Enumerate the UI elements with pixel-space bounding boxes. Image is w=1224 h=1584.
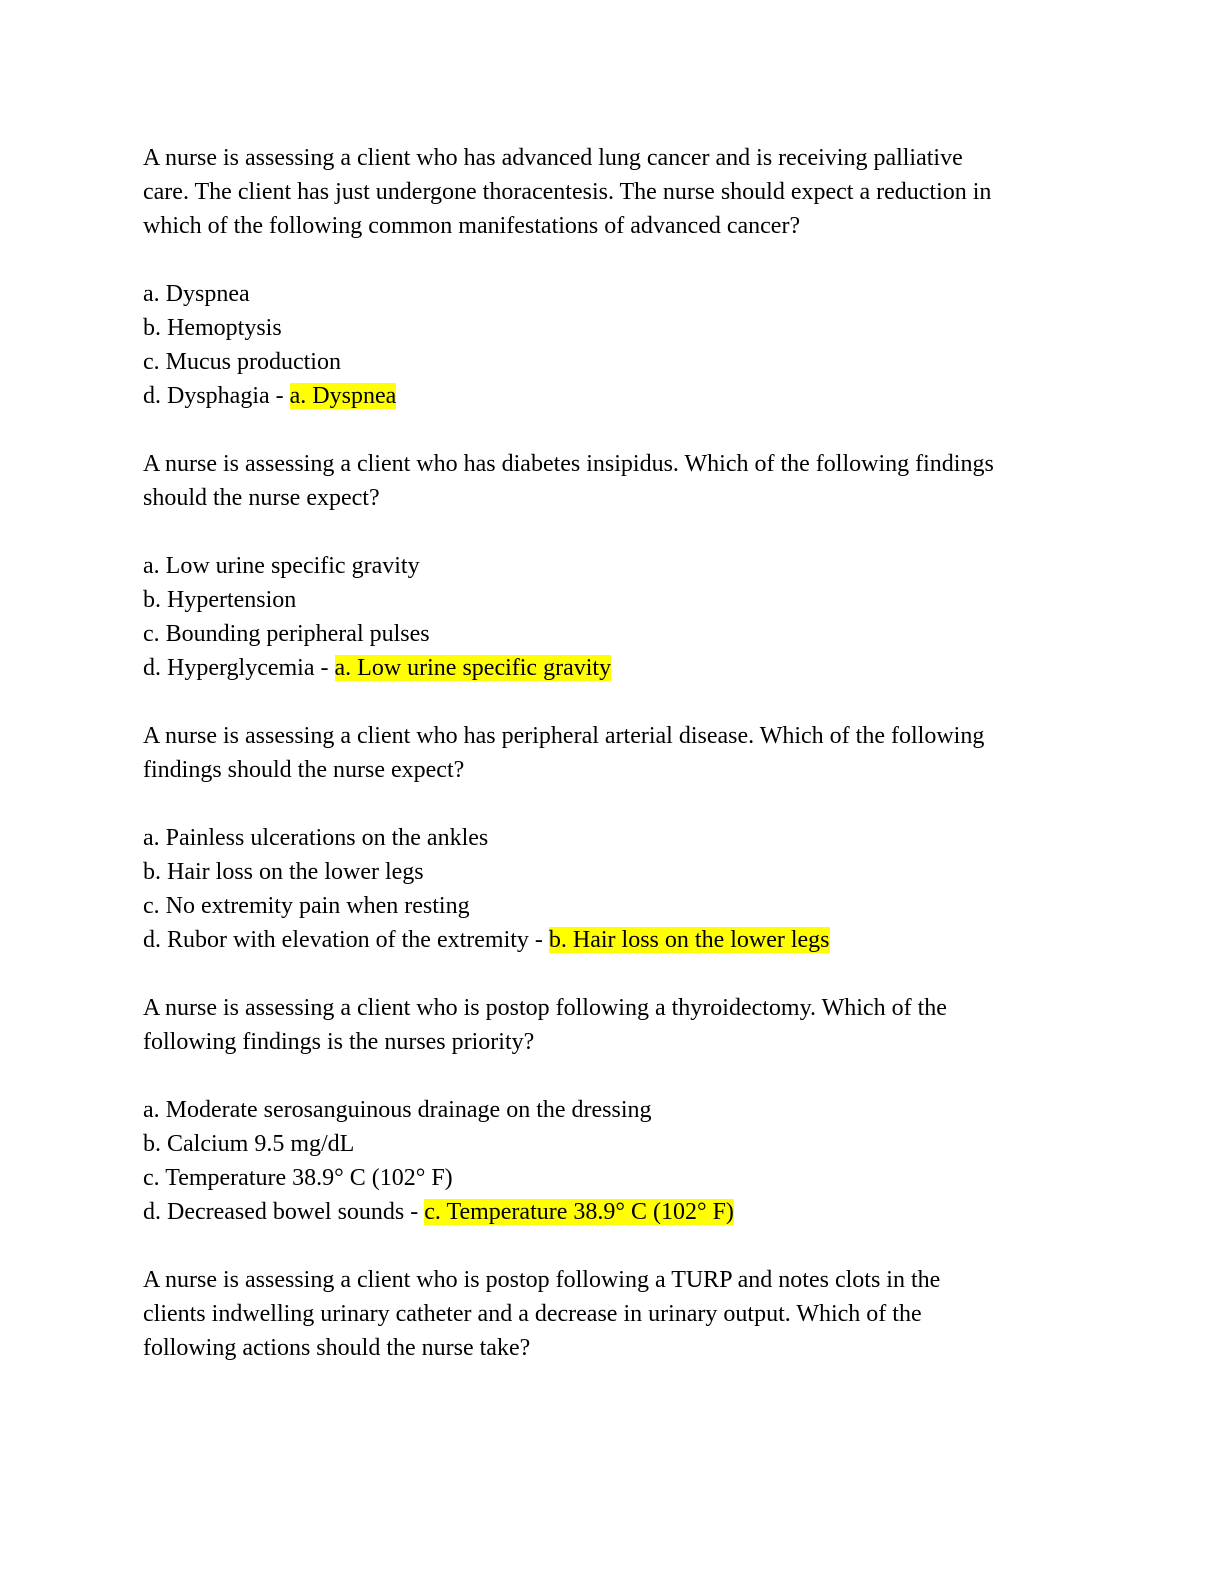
answer-highlight: b. Hair loss on the lower legs bbox=[548, 927, 830, 953]
option-c: c. Temperature 38.9° C (102° F) bbox=[143, 1165, 453, 1191]
option-list bbox=[143, 1093, 1083, 1229]
option-d-line bbox=[143, 651, 1083, 685]
document-page bbox=[143, 141, 1083, 1399]
question-3 bbox=[143, 719, 1083, 957]
option-c: c. Mucus production bbox=[143, 349, 341, 375]
question-1 bbox=[143, 141, 1083, 413]
option-a: a. Painless ulcerations on the ankles bbox=[143, 825, 489, 851]
question-2 bbox=[143, 447, 1083, 685]
option-b: b. Hypertension bbox=[143, 587, 297, 613]
option-a: a. Dyspnea bbox=[143, 281, 250, 307]
question-stem bbox=[143, 991, 1083, 1059]
option-d-line bbox=[143, 379, 1083, 413]
answer-highlight: a. Dyspnea bbox=[289, 383, 397, 409]
answer-highlight: c. Temperature 38.9° C (102° F) bbox=[424, 1199, 734, 1225]
option-list bbox=[143, 549, 1083, 685]
option-d-line bbox=[143, 1195, 1083, 1229]
option-a: a. Moderate serosanguinous drainage on the dressing bbox=[143, 1097, 652, 1123]
question-stem bbox=[143, 719, 1083, 787]
option-d: d. Rubor with elevation of the extremity - bbox=[143, 927, 549, 953]
stem-line: A nurse is assessing a client who is postop following a TURP and notes clots in the bbox=[143, 1267, 941, 1293]
question-stem bbox=[143, 141, 1083, 243]
option-b: b. Calcium 9.5 mg/dL bbox=[143, 1131, 355, 1157]
option-d: d. Hyperglycemia - bbox=[143, 655, 335, 681]
stem-line: should the nurse expect? bbox=[143, 485, 380, 511]
option-d: d. Dysphagia - bbox=[143, 383, 290, 409]
stem-line: findings should the nurse expect? bbox=[143, 757, 465, 783]
option-list bbox=[143, 277, 1083, 413]
answer-highlight: a. Low urine specific gravity bbox=[334, 655, 612, 681]
option-list bbox=[143, 821, 1083, 957]
stem-line: A nurse is assessing a client who has diabetes insipidus. Which of the following findings bbox=[143, 451, 994, 477]
option-d-line bbox=[143, 923, 1083, 957]
question-5 bbox=[143, 1263, 1083, 1365]
stem-line: A nurse is assessing a client who has advanced lung cancer and is receiving palliative bbox=[143, 145, 963, 171]
stem-line: clients indwelling urinary catheter and a decrease in urinary output. Which of the bbox=[143, 1301, 922, 1327]
stem-line: which of the following common manifestations of advanced cancer? bbox=[143, 213, 801, 239]
option-b: b. Hemoptysis bbox=[143, 315, 282, 341]
stem-line: A nurse is assessing a client who is postop following a thyroidectomy. Which of the bbox=[143, 995, 947, 1021]
question-stem bbox=[143, 1263, 1083, 1365]
option-d: d. Decreased bowel sounds - bbox=[143, 1199, 425, 1225]
option-a: a. Low urine specific gravity bbox=[143, 553, 420, 579]
stem-line: following actions should the nurse take? bbox=[143, 1335, 531, 1361]
option-c: c. No extremity pain when resting bbox=[143, 893, 470, 919]
stem-line: care. The client has just undergone thoracentesis. The nurse should expect a reduction in bbox=[143, 179, 992, 205]
stem-line: A nurse is assessing a client who has peripheral arterial disease. Which of the following bbox=[143, 723, 985, 749]
question-stem bbox=[143, 447, 1083, 515]
option-b: b. Hair loss on the lower legs bbox=[143, 859, 424, 885]
stem-line: following findings is the nurses priority? bbox=[143, 1029, 535, 1055]
question-4 bbox=[143, 991, 1083, 1229]
option-c: c. Bounding peripheral pulses bbox=[143, 621, 430, 647]
